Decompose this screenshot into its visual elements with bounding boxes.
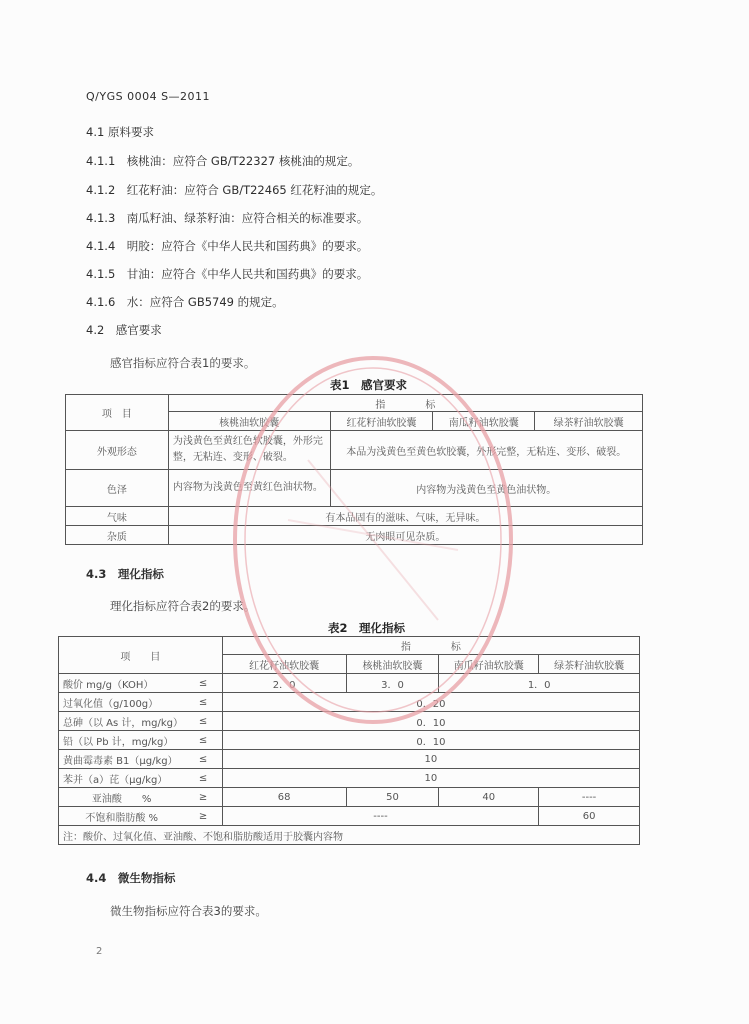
table2-cell: 10 [222,769,639,788]
paragraph-4-2: 感官指标应符合表1的要求。 [110,356,256,370]
table1-row-label: 色泽 [66,470,169,507]
table2-caption: 表2 理化指标 [328,621,406,635]
table2-cell: ---- [222,807,538,826]
table2-cell: 0．10 [222,731,639,750]
table1-cell: 内容物为浅黄色至黄色油状物。 [330,470,642,507]
table2-row-label: 不饱和脂肪酸 % [59,807,185,826]
page-number: 2 [96,946,103,957]
table2-operator: ≤ [184,712,222,731]
table2-operator: ≥ [184,807,222,826]
table1-index-header: 指 标 [168,395,642,412]
table2-col-header: 绿茶籽油软胶囊 [539,655,640,674]
table2-cell: 0．20 [222,693,639,712]
table1-cell: 本品为浅黄色至黄色软胶囊，外形完整，无粘连、变形、破裂。 [330,431,642,470]
table2-operator: ≤ [184,693,222,712]
table2-row-label: 过氧化值（g/100g） [59,693,185,712]
table2-cell: ---- [539,788,640,807]
table2-cell: 10 [222,750,639,769]
table1-row-label: 外观形态 [66,431,169,470]
table2-item-header: 项 目 [59,637,223,674]
table2-row-label: 酸价 mg/g（KOH） [59,674,185,693]
table2-operator: ≤ [184,731,222,750]
table1-caption: 表1 感官要求 [330,378,408,392]
table1-cell: 为浅黄色至黄红色软胶囊，外形完整，无粘连、变形、破裂。 [168,431,330,470]
table2-cell: 3．0 [346,674,439,693]
table1-item-header: 项 目 [66,395,169,431]
table2-cell: 2．0 [222,674,346,693]
table2-col-header: 南瓜籽油软胶囊 [439,655,539,674]
table2-col-header: 核桃油软胶囊 [346,655,439,674]
table2-operator: ≤ [184,769,222,788]
paragraph-4-4: 微生物指标应符合表3的要求。 [110,904,267,918]
standard-code-header: Q/YGS 0004 S—2011 [86,90,211,103]
table1-sensory [65,394,643,545]
table2-physicochemical [58,636,640,845]
table1-col-header: 南瓜籽油软胶囊 [433,412,535,431]
table2-cell: 60 [539,807,640,826]
section-4-1: 4.1 原料要求 [86,125,154,139]
table2-col-header: 红花籽油软胶囊 [222,655,346,674]
paragraph-4-3: 理化指标应符合表2的要求。 [110,599,256,613]
table2-index-header: 指 标 [222,637,639,655]
table1-col-header: 红花籽油软胶囊 [330,412,433,431]
section-4-1-4: 4.1.4 明胶：应符合《中华人民共和国药典》的要求。 [86,239,369,253]
section-4-1-3: 4.1.3 南瓜籽油、绿茶籽油：应符合相关的标准要求。 [86,211,369,225]
table1-cell: 有本品固有的滋味、气味，无异味。 [168,507,642,526]
table2-operator: ≥ [184,788,222,807]
table2-cell: 0．10 [222,712,639,731]
table1-col-header: 绿茶籽油软胶囊 [535,412,643,431]
table2-row-label: 亚油酸 % [59,788,185,807]
table2-row-label: 黄曲霉毒素 B1（μg/kg） [59,750,185,769]
table2-cell: 68 [222,788,346,807]
section-4-1-6: 4.1.6 水：应符合 GB5749 的规定。 [86,295,284,309]
section-4-1-2: 4.1.2 红花籽油：应符合 GB/T22465 红花籽油的规定。 [86,183,383,197]
table2-row-label: 总砷（以 As 计，mg/kg） [59,712,185,731]
table2-row-label: 铅（以 Pb 计，mg/kg） [59,731,185,750]
table2-cell: 40 [439,788,539,807]
section-4-1-5: 4.1.5 甘油：应符合《中华人民共和国药典》的要求。 [86,267,369,281]
table1-col-header: 核桃油软胶囊 [168,412,330,431]
table1-row-label: 杂质 [66,526,169,545]
table1-row-label: 气味 [66,507,169,526]
table2-note: 注：酸价、过氧化值、亚油酸、不饱和脂肪酸适用于胶囊内容物 [59,826,640,845]
section-4-1-1: 4.1.1 核桃油：应符合 GB/T22327 核桃油的规定。 [86,154,360,168]
table2-operator: ≤ [184,750,222,769]
table2-cell: 1．0 [439,674,640,693]
table1-cell: 内容物为浅黄色至黄红色油状物。 [168,470,330,507]
table2-cell: 50 [346,788,439,807]
section-4-3: 4.3 理化指标 [86,567,164,581]
table1-cell: 无肉眼可见杂质。 [168,526,642,545]
table2-row-label: 苯并（a）芘（μg/kg） [59,769,185,788]
section-4-4: 4.4 微生物指标 [86,871,176,885]
table2-operator: ≤ [184,674,222,693]
section-4-2: 4.2 感官要求 [86,323,162,337]
